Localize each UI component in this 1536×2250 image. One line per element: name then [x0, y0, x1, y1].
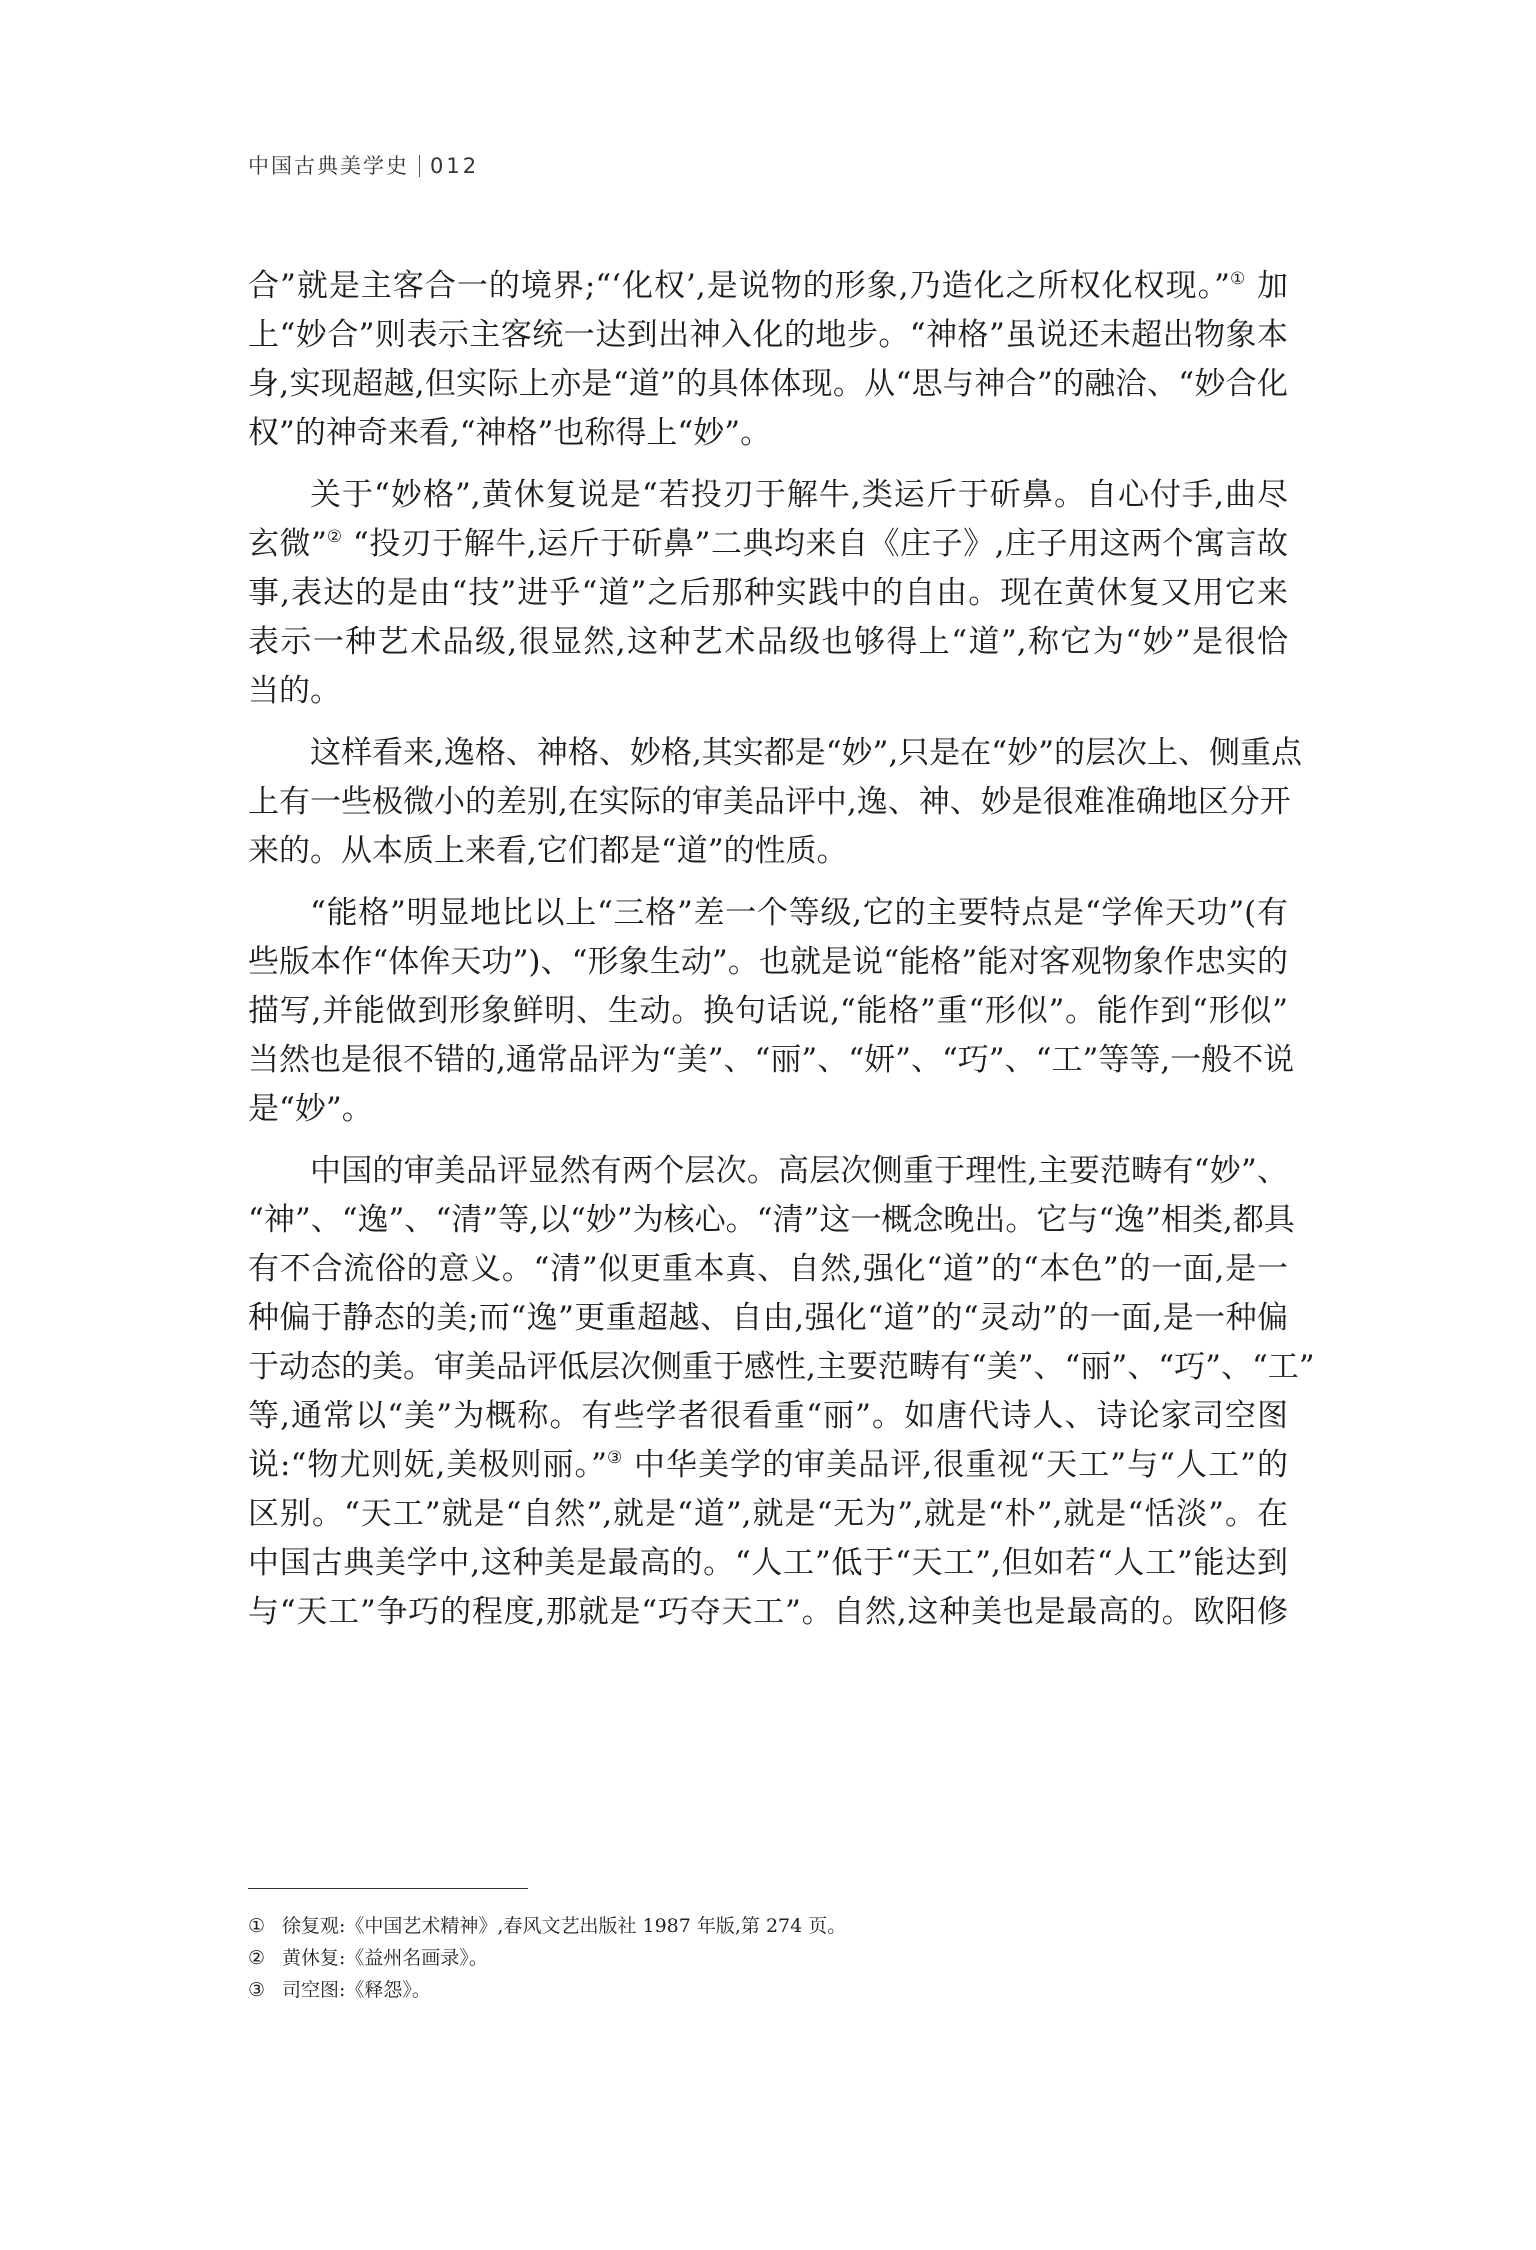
footnote-2 — [248, 1942, 1288, 1974]
text-line: “神”、“逸”、“清”等,以“妙”为核心。“清”这一概念晚出。它与“逸”相类,都具 — [248, 1202, 1295, 1238]
text-line: 权”的神奇来看,“神格”也称得上“妙”。 — [248, 415, 772, 451]
text-run: 中华美学的审美品评,很重视“天工”与“人工”的 — [632, 1447, 1289, 1483]
text-line: 说:“物尤则妩,美极则丽。”③ 中华美学的审美品评,很重视“天工”与“人工”的 — [248, 1447, 1289, 1483]
text-line: 上“妙合”则表示主客统一达到出神入化的地步。“神格”虽说还未超出物象本 — [248, 317, 1288, 353]
footnote-rule — [248, 1888, 528, 1889]
text-line: 当的。 — [248, 673, 341, 709]
text-line: 上有一些极微小的差别,在实际的审美品评中,逸、神、妙是很难准确地区分开 — [248, 784, 1291, 820]
footnote-text: 黄休复:《益州名画录》。 — [282, 1947, 488, 1969]
paragraph-2 — [248, 471, 1288, 716]
text-line: 与“天工”争巧的程度,那就是“巧夺天工”。自然,这种美也是最高的。欧阳修 — [248, 1594, 1288, 1630]
page-number: 012 — [430, 154, 480, 178]
footnote-number: ① — [248, 1915, 266, 1937]
footnotes — [248, 1910, 1288, 2006]
text-line: 来的。从本质上来看,它们都是“道”的性质。 — [248, 833, 848, 869]
footnote-number: ③ — [248, 1979, 266, 2001]
header-separator — [419, 155, 420, 177]
text-line: 身,实现超越,但实际上亦是“道”的具体体现。从“思与神合”的融洽、“妙合化 — [248, 366, 1288, 402]
paragraph-1 — [248, 262, 1288, 458]
text-line: 于动态的美。审美品评低层次侧重于感性,主要范畴有“美”、“丽”、“巧”、“工” — [248, 1349, 1315, 1385]
footnote-1 — [248, 1910, 1288, 1942]
text-line: 些版本作“体侔天功”)、“形象生动”。也就是说“能格”能对客观物象作忠实的 — [248, 944, 1288, 980]
text-line: 事,表达的是由“技”进乎“道”之后那种实践中的自由。现在黄休复又用它来 — [248, 575, 1288, 611]
text-run: 玄微” — [248, 526, 327, 562]
footnote-text: 司空图:《释怨》。 — [282, 1979, 431, 2001]
paragraph-3 — [248, 729, 1302, 876]
book-title: 中国古典美学史 — [248, 154, 409, 178]
footnote-number: ② — [248, 1947, 266, 1969]
paragraph-4 — [248, 889, 1295, 1134]
text-line: 区别。“天工”就是“自然”,就是“道”,就是“无为”,就是“朴”,就是“恬淡”。在 — [248, 1496, 1288, 1532]
text-line: 这样看来,逸格、神格、妙格,其实都是“妙”,只是在“妙”的层次上、侧重点 — [310, 735, 1302, 771]
text-line: 有不合流俗的意义。“清”似更重本真、自然,强化“道”的“本色”的一面,是一 — [248, 1251, 1288, 1287]
text-line: 关于“妙格”,黄休复说是“若投刃于解牛,类运斤于斫鼻。自心付手,曲尽 — [310, 477, 1288, 513]
text-line: 表示一种艺术品级,很显然,这种艺术品级也够得上“道”,称它为“妙”是很恰 — [248, 624, 1288, 660]
footnote-3 — [248, 1974, 1288, 2006]
text-line: 合”就是主客合一的境界;“‘化权’,是说物的形象,乃造化之所权化权现。”① 加 — [248, 268, 1289, 304]
body-text — [248, 262, 1315, 1637]
text-line: 玄微”② “投刃于解牛,运斤于斫鼻”二典均来自《庄子》,庄子用这两个寓言故 — [248, 526, 1288, 562]
text-run: “投刃于解牛,运斤于斫鼻”二典均来自《庄子》,庄子用这两个寓言故 — [352, 526, 1288, 562]
text-run: 说:“物尤则妩,美极则丽。” — [248, 1447, 607, 1483]
text-line: 是“妙”。 — [248, 1091, 373, 1127]
paragraph-5 — [248, 1147, 1315, 1637]
running-head — [248, 150, 479, 180]
footnote-text: 徐复观:《中国艺术精神》,春风文艺出版社 1987 年版,第 274 页。 — [282, 1915, 847, 1937]
text-line: “能格”明显地比以上“三格”差一个等级,它的主要特点是“学侔天功”(有 — [310, 895, 1288, 931]
text-line: 种偏于静态的美;而“逸”更重超越、自由,强化“道”的“灵动”的一面,是一种偏 — [248, 1300, 1288, 1336]
text-line: 等,通常以“美”为概称。有些学者很看重“丽”。如唐代诗人、诗论家司空图 — [248, 1398, 1288, 1434]
text-run: 加 — [1256, 268, 1289, 304]
text-line: 中国的审美品评显然有两个层次。高层次侧重于理性,主要范畴有“妙”、 — [310, 1153, 1288, 1189]
text-line: 描写,并能做到形象鲜明、生动。换句话说,“能格”重“形似”。能作到“形似” — [248, 993, 1288, 1029]
text-line: 当然也是很不错的,通常品评为“美”、“丽”、“妍”、“巧”、“工”等等,一般不说 — [248, 1042, 1295, 1078]
text-run: 合”就是主客合一的境界;“‘化权’,是说物的形象,乃造化之所权化权现。” — [248, 268, 1230, 304]
text-line: 中国古典美学中,这种美是最高的。“人工”低于“天工”,但如若“人工”能达到 — [248, 1545, 1288, 1581]
